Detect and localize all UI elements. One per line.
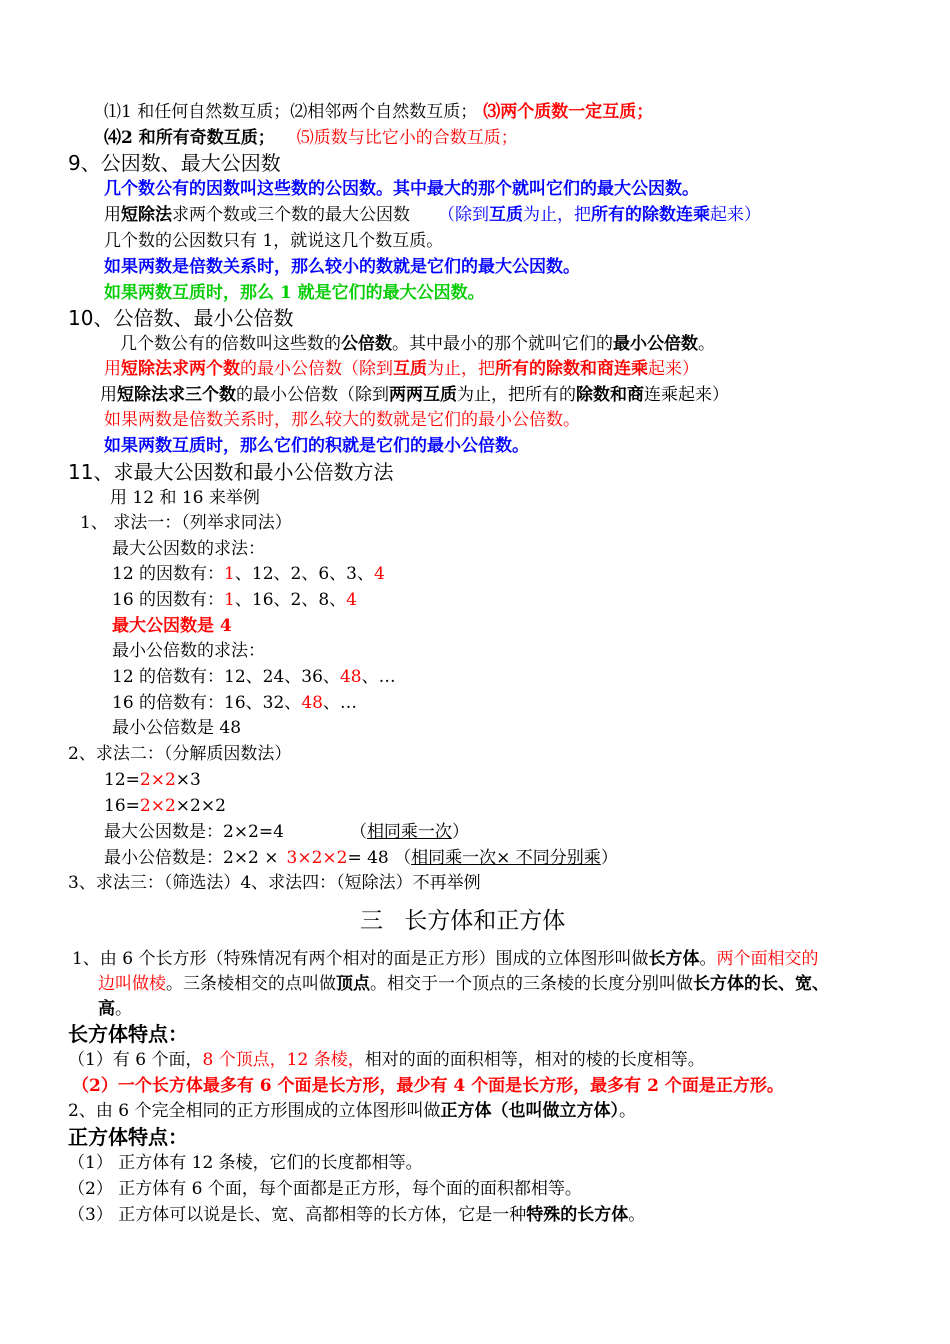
lcm-factor-result: 最小公倍数是：2×2 × 3×2×2= 48 （相同乘一次× 不同分别乘）	[104, 848, 618, 868]
multiples-of-16: 16 的倍数有：16、32、48、…	[112, 693, 357, 713]
lcm-coprime-rule: 如果两数互质时，那么它们的积就是它们的最小公倍数。	[104, 436, 529, 456]
gcd-coprime-rule: 如果两数互质时，那么 1 就是它们的最大公因数。	[104, 283, 485, 303]
cube-feature-2: （2） 正方体有 6 个面，每个面都是正方形，每个面的面积都相等。	[68, 1179, 582, 1199]
cuboid-definition-line-1: 1、由 6 个长方形（特殊情况有两个相对的面是正方形）围成的立体图形叫做长方体。两个面相交的	[72, 949, 819, 969]
multiples-of-12: 12 的倍数有：12、24、36、48、…	[112, 667, 396, 687]
method-2-title: 2、求法二：（分解质因数法）	[68, 744, 292, 764]
heading-9: 9、公因数、最大公因数	[68, 151, 281, 175]
factorization-16: 16=2×2×2×2	[104, 796, 226, 816]
lcm-multiple-rule: 如果两数是倍数关系时，那么较大的数就是它们的最小公倍数。	[104, 410, 580, 430]
heading-10: 10、公倍数、最小公倍数	[68, 306, 294, 330]
cube-feature-3: （3） 正方体可以说是长、宽、高都相等的长方体，它是一种特殊的长方体。	[68, 1205, 646, 1225]
lcm-definition: 几个数公有的倍数叫这些数的公倍数。其中最小的那个就叫它们的最小公倍数。	[120, 334, 715, 354]
gcd-method-label: 最大公因数的求法：	[112, 539, 265, 559]
cube-features-heading: 正方体特点：	[68, 1125, 188, 1149]
coprime-rules-line-2: ⑷2 和所有奇数互质； ⑸质数与比它小的合数互质；	[104, 128, 518, 148]
gcd-definition: 几个数公有的因数叫这些数的公因数。其中最大的那个就叫它们的最大公因数。	[104, 179, 699, 199]
lcm-result: 最小公倍数是 48	[112, 718, 242, 738]
coprime-note: 几个数的公因数只有 1，就说这几个数互质。	[104, 231, 444, 251]
factorization-12: 12=2×2×3	[104, 770, 201, 790]
example-intro: 用 12 和 16 来举例	[110, 488, 260, 508]
coprime-rules-line-1: ⑴1 和任何自然数互质；⑵相邻两个自然数互质； ⑶两个质数一定互质；	[104, 102, 654, 122]
lcm-two-numbers: 用短除法求两个数的最小公倍数（除到互质为止，把所有的除数和商连乘起来）	[104, 359, 699, 379]
method-3-4-title: 3、求法三：（筛选法）4、求法四：（短除法）不再举例	[68, 873, 481, 893]
heading-11: 11、求最大公因数和最小公倍数方法	[68, 460, 394, 484]
method-1-title: 1、 求法一：（列举求同法）	[80, 513, 292, 533]
factors-of-16: 16 的因数有：1、16、2、8、4	[112, 590, 357, 610]
cuboid-definition-line-3: 高。	[98, 999, 132, 1019]
lcm-method-label: 最小公倍数的求法：	[112, 641, 265, 661]
cuboid-feature-2: （2）一个长方体最多有 6 个面是长方形，最少有 4 个面是长方形，最多有 2 个面是正方形。	[72, 1076, 784, 1096]
gcd-factor-result: 最大公因数是：2×2=4 （相同乘一次）	[104, 822, 469, 842]
cuboid-feature-1: （1）有 6 个面，8 个顶点，12 条棱，相对的面的面积相等，相对的棱的长度相等。	[68, 1050, 705, 1070]
cube-definition: 2、由 6 个完全相同的正方形围成的立体图形叫做正方体（也叫做立方体）。	[68, 1101, 636, 1121]
section-3-title: 三 长方体和正方体	[360, 908, 566, 934]
cuboid-features-heading: 长方体特点：	[68, 1022, 188, 1046]
cuboid-definition-line-2: 边叫做棱。三条棱相交的点叫做顶点。相交于一个顶点的三条棱的长度分别叫做长方体的长、宽、	[98, 974, 829, 994]
gcd-result: 最大公因数是 4	[112, 616, 232, 636]
gcd-multiple-rule: 如果两数是倍数关系时，那么较小的数就是它们的最大公因数。	[104, 257, 580, 277]
factors-of-12: 12 的因数有：1、12、2、6、3、4	[112, 564, 385, 584]
cube-feature-1: （1） 正方体有 12 条棱，它们的长度都相等。	[68, 1153, 423, 1173]
lcm-three-numbers: 用短除法求三个数的最小公倍数（除到两两互质为止，把所有的除数和商连乘起来）	[100, 385, 729, 405]
gcd-short-division: 用短除法求两个数或三个数的最大公因数 （除到互质为止，把所有的除数连乘起来）	[104, 205, 761, 225]
